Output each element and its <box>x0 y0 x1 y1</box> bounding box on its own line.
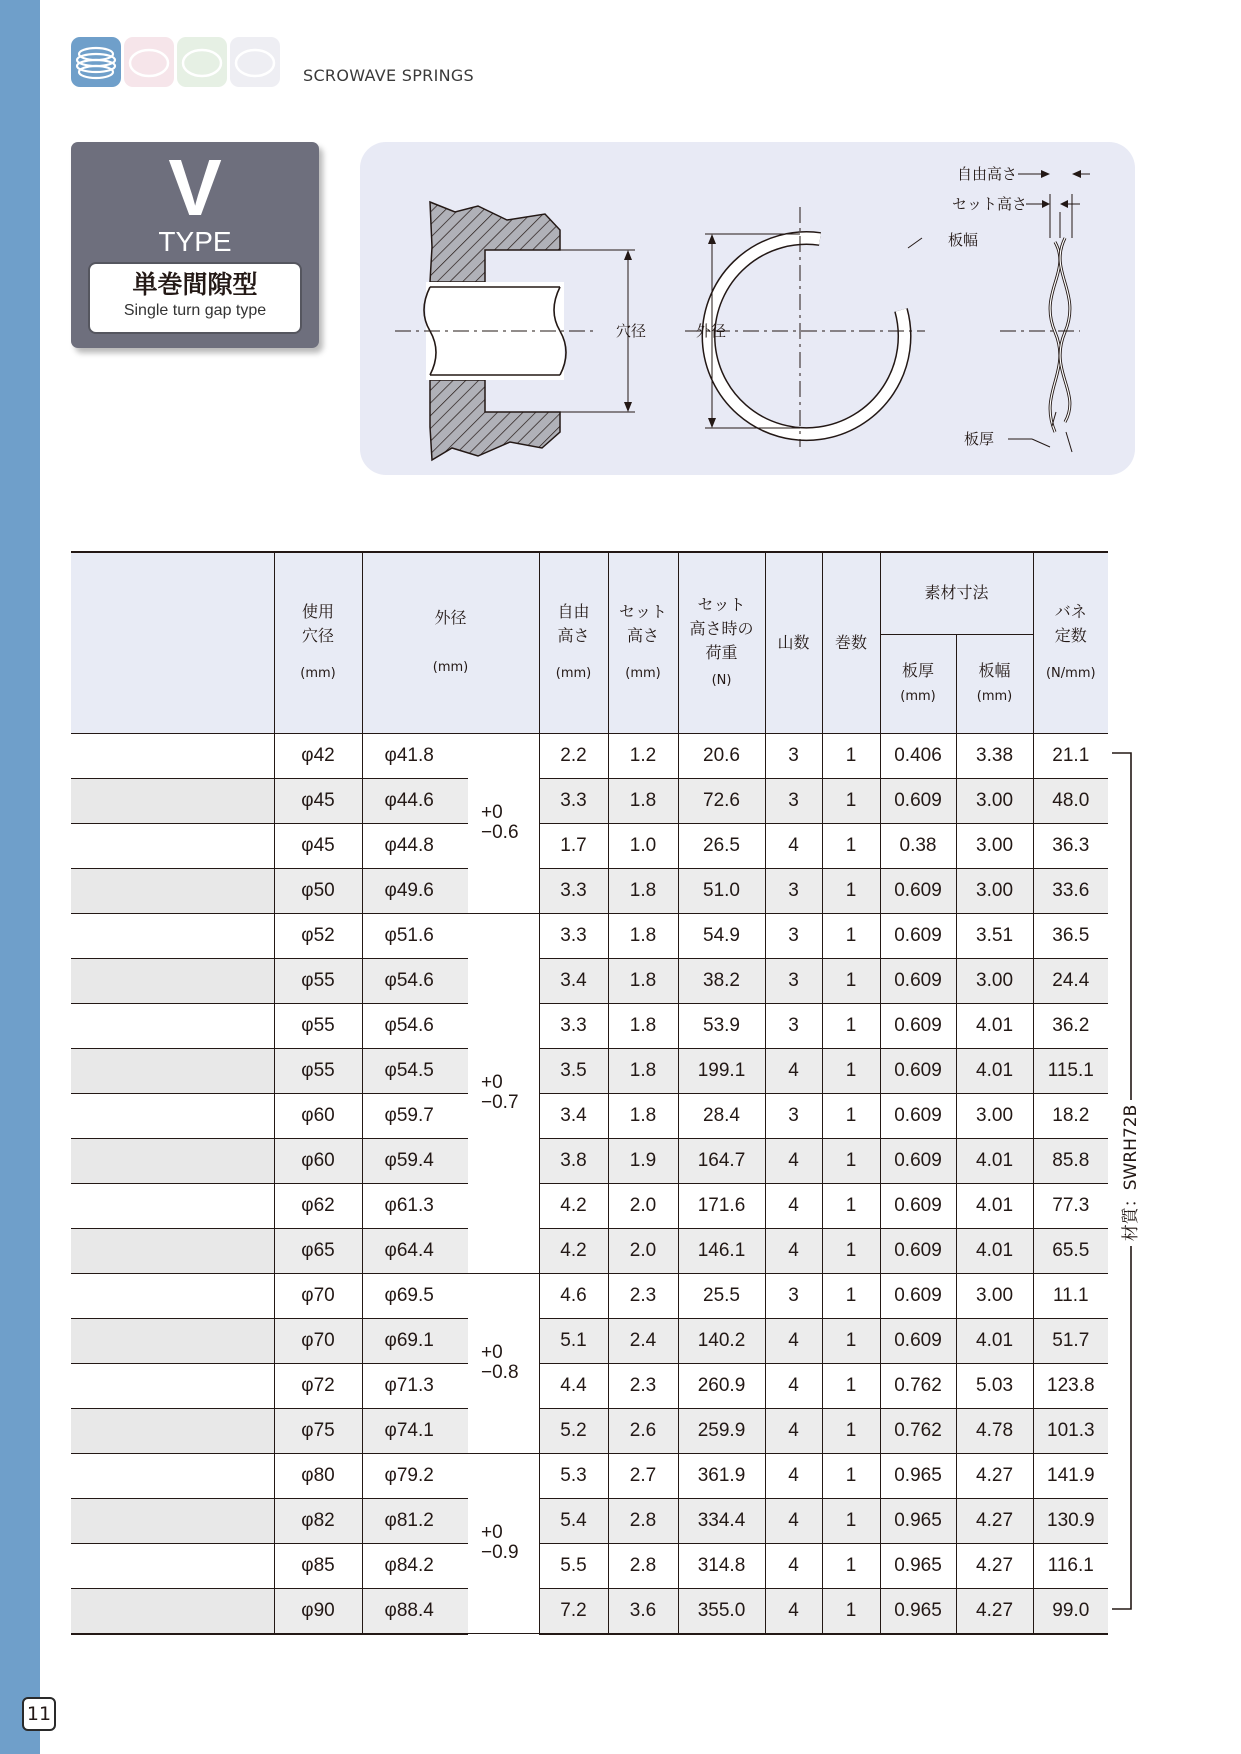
cell-free-height: 3.3 <box>539 1003 608 1048</box>
header-rate: バネ 定数 (N/mm) <box>1033 552 1108 733</box>
cell-thickness: 0.609 <box>880 868 956 913</box>
cell-load: 199.1 <box>678 1048 765 1093</box>
cell-od: φ61.3 <box>362 1183 468 1228</box>
cell-rate: 36.5 <box>1033 913 1108 958</box>
cell-thickness: 0.609 <box>880 958 956 1003</box>
type-name-en: Single turn gap type <box>123 302 267 319</box>
cell-waves: 4 <box>765 1138 822 1183</box>
tab-type-4[interactable] <box>230 37 280 87</box>
cell-turns: 1 <box>822 1453 880 1498</box>
cell-rate: 141.9 <box>1033 1453 1108 1498</box>
row-blank-cell <box>71 868 274 913</box>
cell-od: φ44.6 <box>362 778 468 823</box>
material-bracket <box>1111 752 1141 1612</box>
cell-rate: 51.7 <box>1033 1318 1108 1363</box>
side-color-band <box>0 0 40 1754</box>
cell-waves: 3 <box>765 913 822 958</box>
cell-turns: 1 <box>822 1138 880 1183</box>
cell-load: 51.0 <box>678 868 765 913</box>
row-blank-cell <box>71 958 274 1003</box>
table-row <box>71 1273 1108 1318</box>
cell-set-height: 1.8 <box>608 913 678 958</box>
cell-turns: 1 <box>822 1183 880 1228</box>
table-row <box>71 1048 1108 1093</box>
cell-thickness: 0.406 <box>880 733 956 778</box>
cell-free-height: 3.5 <box>539 1048 608 1093</box>
cell-width: 4.01 <box>956 1138 1033 1183</box>
cell-rate: 130.9 <box>1033 1498 1108 1543</box>
od-label: 外径 <box>696 322 727 340</box>
cell-waves: 3 <box>765 1273 822 1318</box>
ring-pink-icon <box>124 37 174 87</box>
header-od: 外径 (mm) <box>362 552 539 733</box>
cell-thickness: 0.965 <box>880 1498 956 1543</box>
cell-thickness: 0.965 <box>880 1453 956 1498</box>
cell-bore: φ62 <box>274 1183 362 1228</box>
table-row <box>71 1543 1108 1588</box>
cell-thickness: 0.609 <box>880 1003 956 1048</box>
page-number: 11 <box>22 1697 56 1731</box>
cell-load: 54.9 <box>678 913 765 958</box>
cell-free-height: 4.2 <box>539 1183 608 1228</box>
material-note: 材質：SWRH72B <box>1121 1104 1141 1242</box>
cell-thickness: 0.609 <box>880 1318 956 1363</box>
row-blank-cell <box>71 1048 274 1093</box>
cell-thickness: 0.965 <box>880 1588 956 1634</box>
ring-grey-icon <box>230 37 280 87</box>
cell-tolerance <box>468 1273 539 1453</box>
spring-diagram-panel <box>360 142 1135 475</box>
cell-od: φ59.4 <box>362 1138 468 1183</box>
row-blank-cell <box>71 1003 274 1048</box>
cell-load: 28.4 <box>678 1093 765 1138</box>
cell-free-height: 3.4 <box>539 958 608 1003</box>
cell-free-height: 3.3 <box>539 913 608 958</box>
cell-free-height: 5.3 <box>539 1453 608 1498</box>
cell-turns: 1 <box>822 778 880 823</box>
cell-width: 5.03 <box>956 1363 1033 1408</box>
cell-bore: φ82 <box>274 1498 362 1543</box>
cell-set-height: 1.2 <box>608 733 678 778</box>
spring-diagram <box>360 142 1135 475</box>
header-set-height: セット 高さ (mm) <box>608 552 678 733</box>
row-blank-cell <box>71 1093 274 1138</box>
cell-waves: 4 <box>765 1543 822 1588</box>
cell-set-height: 1.8 <box>608 1048 678 1093</box>
cell-load: 259.9 <box>678 1408 765 1453</box>
cell-thickness: 0.965 <box>880 1543 956 1588</box>
cell-load: 72.6 <box>678 778 765 823</box>
cell-bore: φ55 <box>274 958 362 1003</box>
cell-tolerance <box>468 913 539 1273</box>
cell-waves: 3 <box>765 1093 822 1138</box>
cell-waves: 4 <box>765 1588 822 1634</box>
header-blank <box>71 552 274 733</box>
cell-turns: 1 <box>822 1408 880 1453</box>
cell-bore: φ50 <box>274 868 362 913</box>
cell-bore: φ60 <box>274 1138 362 1183</box>
cell-bore: φ45 <box>274 823 362 868</box>
cell-rate: 123.8 <box>1033 1363 1108 1408</box>
cell-free-height: 7.2 <box>539 1588 608 1634</box>
header-thickness: 板厚 (mm) <box>880 634 956 733</box>
cell-bore: φ45 <box>274 778 362 823</box>
cell-bore: φ72 <box>274 1363 362 1408</box>
cell-turns: 1 <box>822 1543 880 1588</box>
cell-width: 4.01 <box>956 1228 1033 1273</box>
cell-width: 3.00 <box>956 778 1033 823</box>
cell-width: 4.01 <box>956 1048 1033 1093</box>
cell-rate: 36.3 <box>1033 823 1108 868</box>
cell-od: φ54.6 <box>362 958 468 1003</box>
cell-waves: 4 <box>765 1183 822 1228</box>
cell-waves: 4 <box>765 1318 822 1363</box>
cell-width: 3.51 <box>956 913 1033 958</box>
cell-rate: 65.5 <box>1033 1228 1108 1273</box>
cell-width: 3.00 <box>956 823 1033 868</box>
cell-free-height: 5.5 <box>539 1543 608 1588</box>
cell-set-height: 1.8 <box>608 868 678 913</box>
cell-waves: 3 <box>765 868 822 913</box>
cell-waves: 3 <box>765 958 822 1003</box>
cell-tolerance <box>468 733 539 913</box>
cell-set-height: 2.4 <box>608 1318 678 1363</box>
table-row <box>71 1363 1108 1408</box>
cell-rate: 99.0 <box>1033 1588 1108 1634</box>
cell-load: 140.2 <box>678 1318 765 1363</box>
cell-waves: 4 <box>765 1048 822 1093</box>
cell-waves: 4 <box>765 823 822 868</box>
cell-bore: φ52 <box>274 913 362 958</box>
table-row <box>71 778 1108 823</box>
cell-free-height: 5.2 <box>539 1408 608 1453</box>
cell-bore: φ90 <box>274 1588 362 1634</box>
cell-free-height: 3.3 <box>539 778 608 823</box>
width-label-text: 板幅 <box>948 231 979 249</box>
cell-turns: 1 <box>822 958 880 1003</box>
cell-bore: φ80 <box>274 1453 362 1498</box>
cell-rate: 85.8 <box>1033 1138 1108 1183</box>
type-name-jp: 単巻間隙型 <box>132 270 258 299</box>
cell-set-height: 2.3 <box>608 1363 678 1408</box>
cell-waves: 4 <box>765 1408 822 1453</box>
cell-width: 4.78 <box>956 1408 1033 1453</box>
spec-table-body <box>71 733 1108 1634</box>
cell-od: φ69.5 <box>362 1273 468 1318</box>
cell-load: 361.9 <box>678 1453 765 1498</box>
row-blank-cell <box>71 1273 274 1318</box>
header-turns: 巻数 <box>822 552 880 733</box>
header-free-height: 自由 高さ (mm) <box>539 552 608 733</box>
cell-load: 334.4 <box>678 1498 765 1543</box>
cell-turns: 1 <box>822 733 880 778</box>
cell-bore: φ60 <box>274 1093 362 1138</box>
type-word: TYPE <box>158 226 232 257</box>
cell-waves: 3 <box>765 1003 822 1048</box>
cell-load: 53.9 <box>678 1003 765 1048</box>
cell-od: φ64.4 <box>362 1228 468 1273</box>
table-row <box>71 868 1108 913</box>
cell-rate: 36.2 <box>1033 1003 1108 1048</box>
cell-set-height: 2.6 <box>608 1408 678 1453</box>
cell-rate: 115.1 <box>1033 1048 1108 1093</box>
row-blank-cell <box>71 1453 274 1498</box>
bore-section <box>395 202 635 460</box>
tolerance-upper: +0 <box>481 1522 503 1544</box>
ring-green-icon <box>177 37 227 87</box>
row-blank-cell <box>71 1363 274 1408</box>
cell-width: 3.00 <box>956 958 1033 1003</box>
cell-od: φ74.1 <box>362 1408 468 1453</box>
cell-turns: 1 <box>822 1048 880 1093</box>
cell-thickness: 0.609 <box>880 1138 956 1183</box>
row-blank-cell <box>71 733 274 778</box>
tolerance-lower: −0.8 <box>481 1362 519 1383</box>
cell-thickness: 0.609 <box>880 1048 956 1093</box>
tolerance-lower: −0.7 <box>481 1092 519 1113</box>
cell-thickness: 0.609 <box>880 913 956 958</box>
cell-free-height: 4.4 <box>539 1363 608 1408</box>
cell-thickness: 0.38 <box>880 823 956 868</box>
tolerance-upper: +0 <box>481 802 503 823</box>
cell-load: 164.7 <box>678 1138 765 1183</box>
cell-set-height: 1.0 <box>608 823 678 868</box>
spec-table <box>71 551 1108 1635</box>
tolerance-lower: −0.6 <box>481 822 519 843</box>
cell-od: φ84.2 <box>362 1543 468 1588</box>
cell-rate: 21.1 <box>1033 733 1108 778</box>
cell-set-height: 2.7 <box>608 1453 678 1498</box>
cell-turns: 1 <box>822 1003 880 1048</box>
cell-free-height: 4.2 <box>539 1228 608 1273</box>
cell-width: 4.01 <box>956 1003 1033 1048</box>
tab-type-2[interactable] <box>124 37 174 87</box>
cell-set-height: 2.8 <box>608 1498 678 1543</box>
header-load: セット 高さ時の 荷重 (N) <box>678 552 765 733</box>
cell-load: 314.8 <box>678 1543 765 1588</box>
type-badge <box>71 142 319 348</box>
cell-load: 20.6 <box>678 733 765 778</box>
cell-load: 26.5 <box>678 823 765 868</box>
table-row <box>71 913 1108 958</box>
tolerance-lower: −0.9 <box>481 1542 519 1564</box>
cell-free-height: 4.6 <box>539 1273 608 1318</box>
cell-set-height: 1.8 <box>608 778 678 823</box>
cell-od: φ49.6 <box>362 868 468 913</box>
cell-od: φ81.2 <box>362 1498 468 1543</box>
cell-set-height: 2.0 <box>608 1228 678 1273</box>
cell-load: 25.5 <box>678 1273 765 1318</box>
cell-waves: 3 <box>765 733 822 778</box>
coil-icon <box>71 37 121 87</box>
cell-width: 4.27 <box>956 1543 1033 1588</box>
cell-od: φ44.8 <box>362 823 468 868</box>
cell-width: 3.00 <box>956 1093 1033 1138</box>
table-row <box>71 1588 1108 1634</box>
cell-bore: φ85 <box>274 1543 362 1588</box>
cell-turns: 1 <box>822 1228 880 1273</box>
table-row <box>71 1228 1108 1273</box>
cell-set-height: 1.9 <box>608 1138 678 1183</box>
cell-free-height: 3.4 <box>539 1093 608 1138</box>
table-row <box>71 958 1108 1003</box>
cell-set-height: 2.0 <box>608 1183 678 1228</box>
cell-waves: 4 <box>765 1498 822 1543</box>
cell-thickness: 0.609 <box>880 1093 956 1138</box>
cell-set-height: 1.8 <box>608 1003 678 1048</box>
cell-rate: 77.3 <box>1033 1183 1108 1228</box>
cell-thickness: 0.762 <box>880 1408 956 1453</box>
cell-bore: φ70 <box>274 1273 362 1318</box>
table-row <box>71 1138 1108 1183</box>
cell-od: φ79.2 <box>362 1453 468 1498</box>
row-blank-cell <box>71 1138 274 1183</box>
cell-set-height: 1.8 <box>608 958 678 1003</box>
cell-turns: 1 <box>822 1093 880 1138</box>
cell-free-height: 3.3 <box>539 868 608 913</box>
header-width: 板幅 (mm) <box>956 634 1033 733</box>
cell-free-height: 5.1 <box>539 1318 608 1363</box>
table-row <box>71 1183 1108 1228</box>
cell-waves: 4 <box>765 1453 822 1498</box>
cell-free-height: 2.2 <box>539 733 608 778</box>
cell-turns: 1 <box>822 1588 880 1634</box>
cell-od: φ51.6 <box>362 913 468 958</box>
table-row <box>71 733 1108 778</box>
cell-od: φ54.5 <box>362 1048 468 1093</box>
cell-rate: 11.1 <box>1033 1273 1108 1318</box>
table-row <box>71 1318 1108 1363</box>
tab-v-type[interactable] <box>71 37 121 87</box>
free-height-label: 自由高さ <box>957 165 1018 183</box>
cell-turns: 1 <box>822 1318 880 1363</box>
tab-type-3[interactable] <box>177 37 227 87</box>
cell-rate: 24.4 <box>1033 958 1108 1003</box>
cell-tolerance <box>468 1453 539 1634</box>
table-row <box>71 823 1108 868</box>
row-blank-cell <box>71 1318 274 1363</box>
cell-rate: 33.6 <box>1033 868 1108 913</box>
cell-load: 260.9 <box>678 1363 765 1408</box>
cell-free-height: 5.4 <box>539 1498 608 1543</box>
cell-width: 3.00 <box>956 868 1033 913</box>
cell-bore: φ55 <box>274 1048 362 1093</box>
header-bore: 使用 穴径 (mm) <box>274 552 362 733</box>
row-blank-cell <box>71 913 274 958</box>
cell-set-height: 2.8 <box>608 1543 678 1588</box>
cell-load: 38.2 <box>678 958 765 1003</box>
cell-od: φ41.8 <box>362 733 468 778</box>
cell-rate: 48.0 <box>1033 778 1108 823</box>
cell-turns: 1 <box>822 823 880 868</box>
cell-bore: φ75 <box>274 1408 362 1453</box>
row-blank-cell <box>71 1543 274 1588</box>
row-blank-cell <box>71 1498 274 1543</box>
set-height-label: セット高さ <box>952 195 1028 213</box>
cell-width: 4.27 <box>956 1453 1033 1498</box>
cell-rate: 116.1 <box>1033 1543 1108 1588</box>
cell-thickness: 0.609 <box>880 778 956 823</box>
cell-bore: φ55 <box>274 1003 362 1048</box>
cell-bore: φ65 <box>274 1228 362 1273</box>
row-blank-cell <box>71 823 274 868</box>
cell-waves: 3 <box>765 778 822 823</box>
cell-turns: 1 <box>822 1498 880 1543</box>
type-letter: V <box>168 143 222 232</box>
cell-rate: 101.3 <box>1033 1408 1108 1453</box>
cell-set-height: 2.3 <box>608 1273 678 1318</box>
cell-width: 4.27 <box>956 1588 1033 1634</box>
cell-set-height: 3.6 <box>608 1588 678 1634</box>
cell-load: 146.1 <box>678 1228 765 1273</box>
cell-width: 3.00 <box>956 1273 1033 1318</box>
cell-od: φ59.7 <box>362 1093 468 1138</box>
table-row <box>71 1453 1108 1498</box>
cell-thickness: 0.762 <box>880 1363 956 1408</box>
row-blank-cell <box>71 1183 274 1228</box>
cell-width: 3.38 <box>956 733 1033 778</box>
cell-turns: 1 <box>822 913 880 958</box>
table-row <box>71 1498 1108 1543</box>
cell-free-height: 1.7 <box>539 823 608 868</box>
type-name-label <box>88 262 302 334</box>
cell-thickness: 0.609 <box>880 1183 956 1228</box>
cell-load: 171.6 <box>678 1183 765 1228</box>
cell-thickness: 0.609 <box>880 1273 956 1318</box>
cell-turns: 1 <box>822 1363 880 1408</box>
cell-rate: 18.2 <box>1033 1093 1108 1138</box>
table-row <box>71 1408 1108 1453</box>
header-material-dims: 素材寸法 <box>880 552 1033 634</box>
brand-name: SCROWAVE SPRINGS <box>303 66 475 85</box>
tolerance-upper: +0 <box>481 1342 503 1363</box>
cell-turns: 1 <box>822 1273 880 1318</box>
cell-od: φ71.3 <box>362 1363 468 1408</box>
cell-bore: φ42 <box>274 733 362 778</box>
tolerance-upper: +0 <box>481 1072 503 1093</box>
cell-waves: 4 <box>765 1228 822 1273</box>
cell-turns: 1 <box>822 868 880 913</box>
bore-label: 穴径 <box>616 322 647 340</box>
row-blank-cell <box>71 1588 274 1634</box>
cell-od: φ69.1 <box>362 1318 468 1363</box>
row-blank-cell <box>71 1408 274 1453</box>
cell-width: 4.01 <box>956 1183 1033 1228</box>
row-blank-cell <box>71 1228 274 1273</box>
cell-waves: 4 <box>765 1363 822 1408</box>
cell-set-height: 1.8 <box>608 1093 678 1138</box>
thickness-label-text: 板厚 <box>964 430 995 448</box>
row-blank-cell <box>71 778 274 823</box>
table-row <box>71 1003 1108 1048</box>
header-waves: 山数 <box>765 552 822 733</box>
cell-load: 355.0 <box>678 1588 765 1634</box>
cell-thickness: 0.609 <box>880 1228 956 1273</box>
cell-od: φ54.6 <box>362 1003 468 1048</box>
cell-width: 4.01 <box>956 1318 1033 1363</box>
table-row <box>71 1093 1108 1138</box>
cell-od: φ88.4 <box>362 1588 468 1634</box>
cell-width: 4.27 <box>956 1498 1033 1543</box>
cell-free-height: 3.8 <box>539 1138 608 1183</box>
cell-bore: φ70 <box>274 1318 362 1363</box>
